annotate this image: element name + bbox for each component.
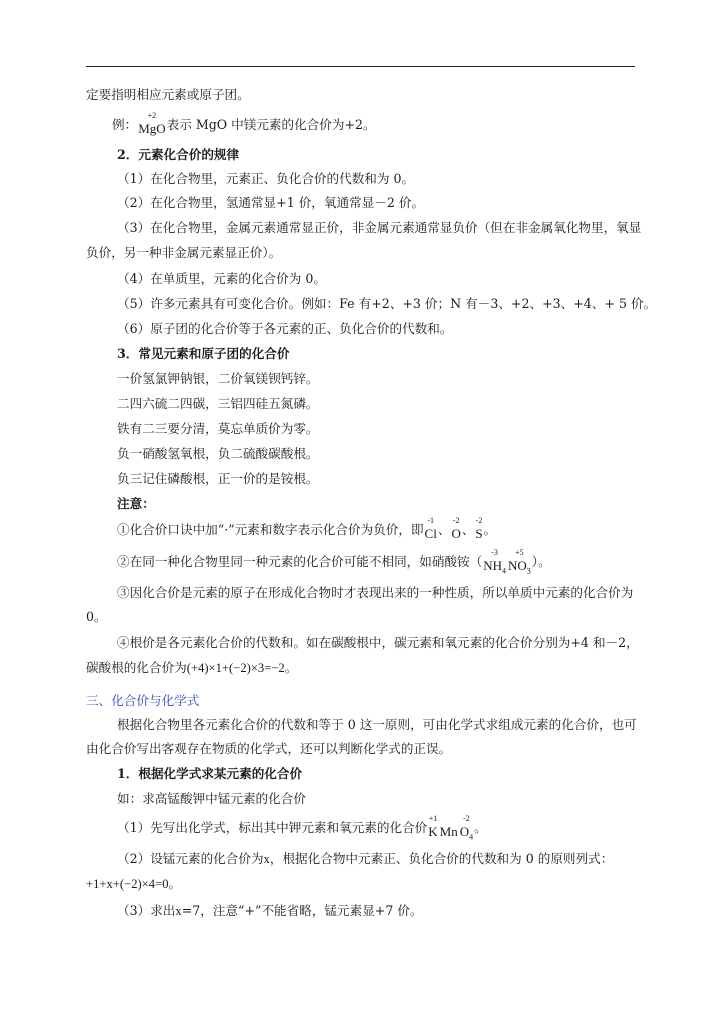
mgo-symbol: MgO bbox=[138, 121, 166, 136]
o-formula bbox=[451, 516, 461, 543]
o4-symbol bbox=[459, 824, 474, 842]
note-4b-text: 碳酸根的化合价为 bbox=[86, 660, 187, 675]
mgo-formula bbox=[138, 111, 166, 138]
o4-valence: -2 bbox=[463, 814, 470, 823]
step-3-text: （3）求出 bbox=[117, 903, 176, 918]
rule-6: （6）原子团的化合价等于各元素的正、负化合价的代数和。 bbox=[117, 321, 453, 336]
rule-2: （2）在化合物里，氢通常显+1 价，氧通常显－2 价。 bbox=[117, 195, 425, 210]
mn-formula bbox=[440, 823, 458, 841]
s-formula bbox=[475, 516, 483, 543]
no-text: NO bbox=[508, 558, 527, 573]
rule-1: （1）在化合物里，元素正、负化合价的代数和为 0。 bbox=[117, 171, 415, 186]
note-4a: ④根价是各元素化合价的代数和。如在碳酸根中，碳元素和氧元素的化合价分别为+4 和－2， bbox=[117, 635, 639, 650]
step-3-text-cont: =7，注意“+”不能省略，锰元素显+7 价。 bbox=[181, 903, 423, 918]
example-kmno4: 如：求高锰酸钾中锰元素的化合价 bbox=[117, 791, 306, 806]
mnemonic-2: 二四六硫二四碳，三铝四硅五氮磷。 bbox=[117, 396, 319, 411]
rule-3b: 负价，另一种非金属元素显正价）。 bbox=[86, 245, 282, 260]
rule-3a: （3）在化合物里，金属元素通常显正价，非金属元素通常显负价（但在非金属氧化物里，氧显 bbox=[117, 220, 642, 235]
note-2-text: ②在同一种化合物里同一种元素的化合价可能不相同，如硝酸铵（ bbox=[117, 554, 483, 569]
no3-valence: +5 bbox=[515, 548, 524, 557]
mn-symbol: Mn bbox=[439, 824, 458, 839]
variable-x: x bbox=[263, 852, 270, 866]
step-1 bbox=[117, 814, 487, 845]
k-formula bbox=[428, 814, 438, 841]
separator: 、 bbox=[437, 522, 451, 537]
section-heading: 三、化合价与化学式 bbox=[86, 693, 200, 708]
period: 。 bbox=[284, 660, 298, 675]
period: 。 bbox=[168, 876, 182, 891]
step-2-text: （2）设锰元素的化合价为 bbox=[117, 851, 264, 866]
note-4b bbox=[86, 659, 297, 677]
mnemonic-4: 负一硝酸氢氧根，负二硫酸碳酸根。 bbox=[117, 446, 319, 461]
mnemonic-1: 一价氢氯钾钠银，二价氧镁钡钙锌。 bbox=[117, 371, 319, 386]
cl-valence: -1 bbox=[427, 516, 435, 525]
note-2-end: ）。 bbox=[531, 554, 551, 569]
step-2-text-cont: ，根据化合物中元素正、负化合价的代数和为 0 的原则列式： bbox=[269, 851, 614, 866]
nh4-subscript: 4 bbox=[502, 566, 506, 576]
k-symbol: K bbox=[428, 824, 438, 839]
text-line: 定要指明相应元素或原子团。 bbox=[86, 87, 250, 102]
no3-subscript: 3 bbox=[526, 566, 531, 576]
period: 。 bbox=[474, 820, 487, 835]
note-1 bbox=[117, 516, 497, 543]
subheading-rules: 2．元素化合价的规律 bbox=[117, 147, 240, 162]
variable-x: x bbox=[175, 904, 182, 918]
nh-text: NH bbox=[483, 558, 502, 573]
s-valence: -2 bbox=[475, 516, 483, 525]
o-symbol: O bbox=[451, 526, 461, 541]
mnemonic-5: 负三记住磷酸根，正一价的是铵根。 bbox=[117, 471, 319, 486]
rule-4: （4）在单质里，元素的化合价为 0。 bbox=[117, 271, 326, 286]
paragraph-2: 由化合价写出客观存在物质的化学式，还可以判断化学式的正误。 bbox=[86, 741, 452, 756]
cl-formula bbox=[424, 516, 437, 543]
example-line bbox=[112, 111, 376, 138]
o4-formula bbox=[459, 814, 474, 845]
no3-formula bbox=[508, 548, 531, 579]
o-valence: -2 bbox=[452, 516, 460, 525]
o-text: O bbox=[459, 824, 470, 839]
header-rule bbox=[86, 66, 635, 67]
paragraph-1: 根据化合物里各元素化合价的代数和等于 0 这一原则，可由化学式求组成元素的化合价，也可 bbox=[117, 717, 637, 732]
step-1-text: （1）先写出化学式，标出其中钾元素和氧元素的化合价 bbox=[117, 820, 428, 835]
no3-symbol bbox=[508, 558, 531, 576]
mnemonic-3: 铁有二三要分清，莫忘单质价为零。 bbox=[117, 421, 319, 436]
separator: 、 bbox=[461, 522, 475, 537]
subheading-common: 3．常见元素和原子团的化合价 bbox=[117, 346, 290, 361]
kmno4-equation: +1+x+(−2)×4=0 bbox=[86, 877, 169, 891]
note-3b: 0。 bbox=[86, 609, 107, 624]
mgo-valence: +2 bbox=[147, 111, 157, 120]
period: 。 bbox=[483, 522, 497, 537]
nh4-valence: -3 bbox=[491, 548, 498, 557]
carbonate-equation: (+4)×1+(−2)×3=−2 bbox=[186, 661, 285, 675]
step-2a bbox=[117, 850, 613, 868]
example-label: 例： bbox=[112, 117, 138, 132]
s-symbol: S bbox=[475, 526, 483, 541]
nh4-symbol bbox=[483, 558, 506, 576]
subheading-formula: 1．根据化学式求某元素的化合价 bbox=[117, 766, 303, 781]
note-2 bbox=[117, 548, 551, 579]
example-text: 表示 MgO 中镁元素的化合价为+2。 bbox=[166, 117, 376, 132]
k-valence: +1 bbox=[428, 814, 438, 823]
cl-symbol: Cl bbox=[424, 526, 437, 541]
rule-5: （5）许多元素具有可变化合价。例如：Fe 有+2、+3 价；N 有－3、+2、+3、+4、+ 5 价。 bbox=[117, 296, 657, 311]
o4-subscript: 4 bbox=[469, 832, 474, 842]
note-1-text: ①化合价口诀中加“·”元素和数字表示化合价为负价，即 bbox=[117, 522, 424, 537]
note-3a: ③因化合价是元素的原子在形成化合物时才表现出来的一种性质，所以单质中元素的化合价为 bbox=[117, 585, 634, 600]
step-3 bbox=[117, 902, 423, 920]
step-2b bbox=[86, 875, 181, 893]
note-title: 注意： bbox=[117, 496, 155, 511]
nh4-formula bbox=[483, 548, 506, 579]
